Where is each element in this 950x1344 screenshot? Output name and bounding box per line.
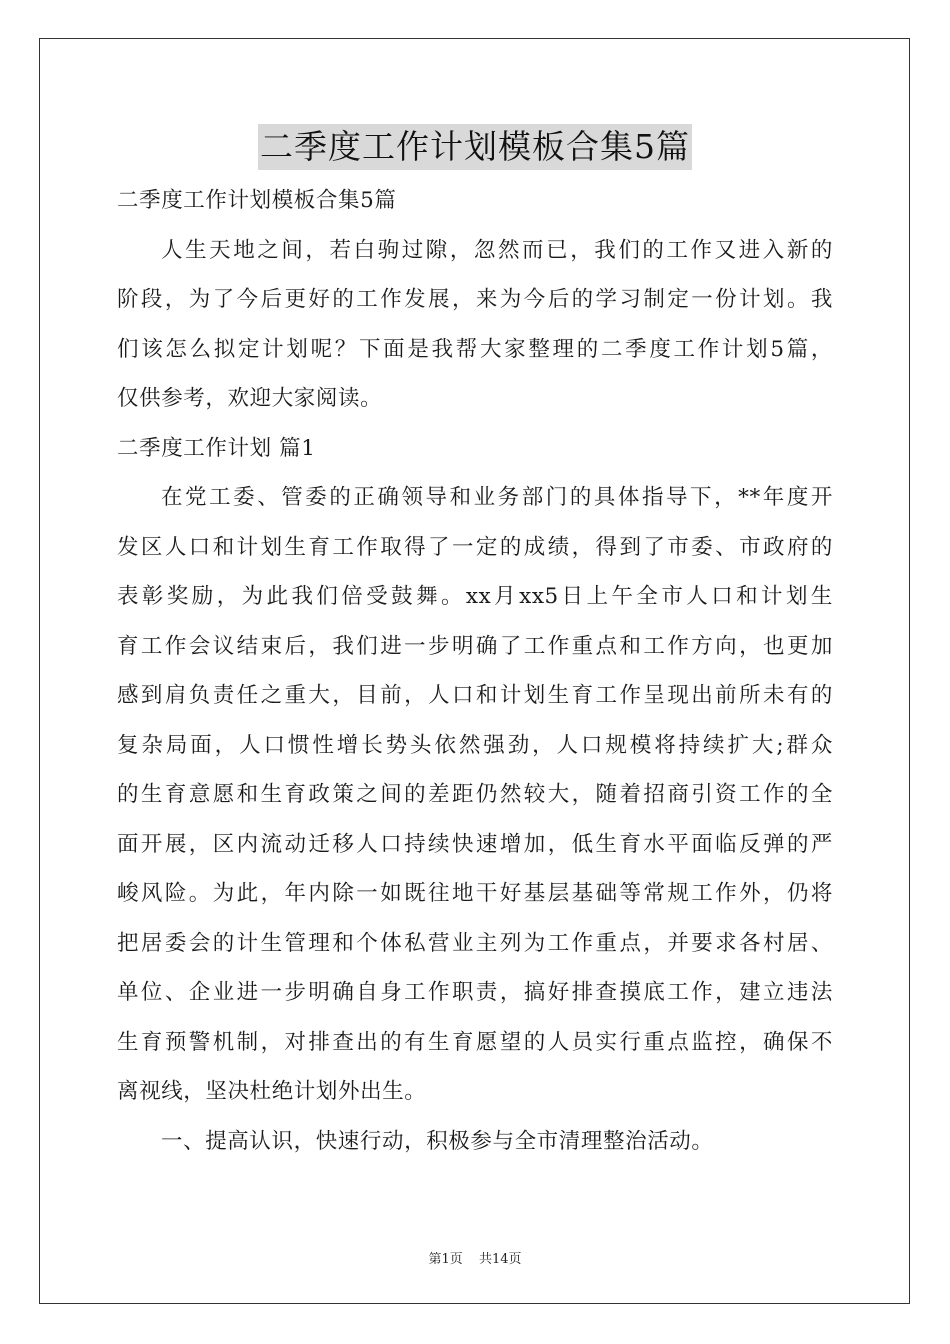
body-line: 生育预警机制，对排查出的有生育愿望的人员实行重点监控，确保不: [117, 1029, 833, 1055]
document-body: [117, 176, 833, 1166]
body-line: 复杂局面，人口惯性增长势头依然强劲，人口规模将持续扩大;群众: [117, 732, 833, 758]
title-container: [0, 124, 950, 170]
body-line: 离视线，坚决杜绝计划外出生。: [117, 1079, 427, 1104]
body-line: 在党工委、管委的正确领导和业务部门的具体指导下，**年度开: [161, 485, 833, 510]
document-title: 二季度工作计划模板合集5篇: [258, 124, 692, 170]
page-number: 第1页: [428, 1252, 463, 1267]
intro-line: 人生天地之间，若白驹过隙，忽然而已，我们的工作又进入新的: [161, 237, 833, 263]
point-heading: 一、提高认识，快速行动，积极参与全市清理整治活动。: [161, 1128, 714, 1154]
intro-line: 仅供参考，欢迎大家阅读。: [117, 386, 383, 411]
body-line: 发区人口和计划生育工作取得了一定的成绩，得到了市委、市政府的: [117, 534, 833, 560]
body-line: 把居委会的计生管理和个体私营业主列为工作重点，并要求各村居、: [117, 930, 833, 956]
body-line: 表彰奖励，为此我们倍受鼓舞。xx月xx5日上午全市人口和计划生: [117, 584, 833, 609]
section-heading: 二季度工作计划 篇1: [117, 435, 316, 461]
intro-line: 们该怎么拟定计划呢？下面是我帮大家整理的二季度工作计划5篇，: [117, 336, 833, 362]
body-line: 的生育意愿和生育政策之间的差距仍然较大，随着招商引资工作的全: [117, 782, 833, 807]
body-line: 感到肩负责任之重大，目前，人口和计划生育工作呈现出前所未有的: [117, 683, 833, 708]
subtitle: 二季度工作计划模板合集5篇: [117, 188, 397, 213]
page-total: 共14页: [478, 1252, 522, 1267]
page-footer: [0, 1248, 950, 1267]
body-line: 面开展，区内流动迁移人口持续快速增加，低生育水平面临反弹的严: [117, 831, 833, 857]
body-line: 育工作会议结束后，我们进一步明确了工作重点和工作方向，也更加: [117, 633, 833, 659]
body-line: 单位、企业进一步明确自身工作职责，搞好排查摸底工作，建立违法: [117, 980, 833, 1005]
body-line: 峻风险。为此，年内除一如既往地干好基层基础等常规工作外，仍将: [117, 881, 833, 906]
intro-line: 阶段，为了今后更好的工作发展，来为今后的学习制定一份计划。我: [117, 287, 833, 312]
